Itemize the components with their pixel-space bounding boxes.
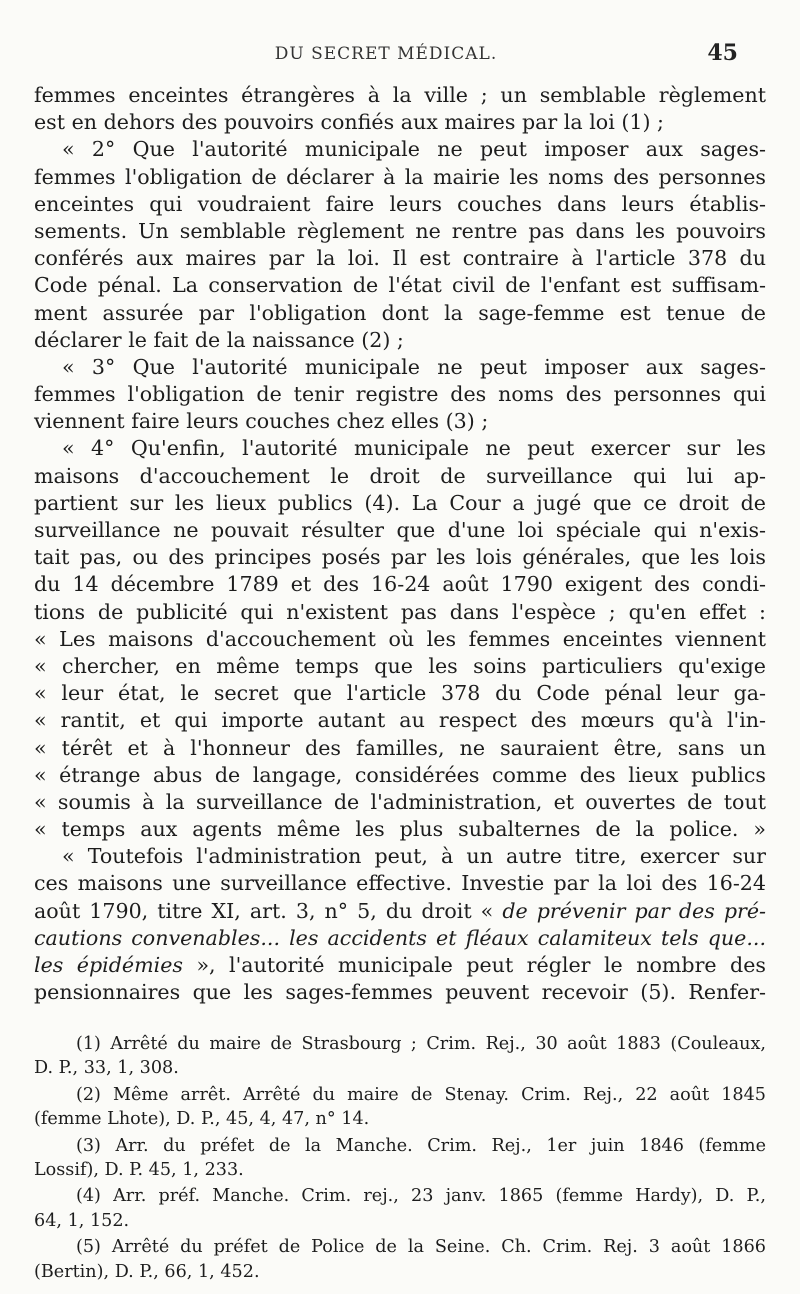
text-line: « rantit, et qui importe autant au respect des mœurs qu'à l'in- [34,708,766,733]
text-line: tait pas, ou des principes posés par les lois générales, que les lois [34,545,766,570]
text-line: « 3° Que l'autorité municipale ne peut imposer aux sages- [62,354,766,379]
page-number: 45 [707,40,738,66]
footnote-5-continued: (Bertin), D. P., 66, 1, 452. [34,1261,260,1282]
italic-quote: de prévenir par des pré- [502,898,767,923]
text-line: maisons d'accouchement le droit de surveillance qui lui ap- [34,463,766,488]
text-line: sements. Un semblable règlement ne rentre pas dans les pouvoirs [34,218,766,243]
italic-quote: les épidémies [34,953,183,977]
text-line: « étrange abus de langage, considérées comme des lieux publics [34,762,766,787]
text-line: « leur état, le secret que l'article 378 du Code pénal leur ga- [34,681,766,706]
text-line [34,952,766,979]
text-line: « chercher, en même temps que les soins particuliers qu'exige [34,653,766,678]
footnote-1: (1) Arrêté du maire de Strasbourg ; Crim. Rej., 30 août 1883 (Couleaux, [76,1034,766,1054]
text-line: « Toutefois l'administration peut, à un autre titre, exercer sur [62,844,766,869]
footnote-5: (5) Arrêté du préfet de Police de la Seine. Ch. Crim. Rej. 3 août 1866 [76,1237,766,1258]
text-line: pensionnaires que les sages-femmes peuvent recevoir (5). Renfer- [34,980,766,1005]
text-run: », l'autorité municipale peut régler le nombre des [183,953,766,977]
text-line: enceintes qui voudraient faire leurs couches dans leurs établis- [34,191,766,216]
text-line: femmes l'obligation de déclarer à la mairie les noms des personnes [34,164,766,189]
text-run: août 1790, titre XI, art. 3, n° 5, du droit « [34,898,503,923]
text-line: viennent faire leurs couches chez elles (3) ; [34,409,489,434]
footnote-1-continued: D. P., 33, 1, 308. [34,1058,179,1079]
text-line: déclarer le fait de la naissance (2) ; [34,327,404,352]
text-line: « 2° Que l'autorité municipale ne peut imposer aux sages- [62,137,766,162]
text-line: partient sur les lieux publics (4). La Cour a jugé que ce droit de [34,490,766,515]
text-line: du 14 décembre 1789 et des 16-24 août 1790 exigent des condi- [34,572,766,597]
body-text [34,82,766,1006]
footnote-2: (2) Même arrêt. Arrêté du maire de Stenay. Crim. Rej., 22 août 1845 [76,1084,766,1105]
footnote-2-continued: (femme Lhote), D. P., 45, 4, 47, n° 14. [34,1109,370,1130]
text-line: ces maisons une surveillance effective. Investie par la loi des 16-24 [34,871,766,896]
text-line: « Les maisons d'accouchement où les femmes enceintes viennent [34,626,766,651]
text-line: surveillance ne pouvait résulter que d'une loi spéciale qui n'exis- [34,518,766,542]
text-line [34,898,766,925]
page-header [34,40,738,74]
footnote-3: (3) Arr. du préfet de la Manche. Crim. Rej., 1er juin 1846 (femme [76,1135,766,1156]
footnote-4: (4) Arr. préf. Manche. Crim. rej., 23 janv. 1865 (femme Hardy), D. P., [76,1186,766,1207]
footnote-3-continued: Lossif), D. P. 45, 1, 233. [34,1159,244,1180]
text-line: « térêt et à l'honneur des familles, ne sauraient être, sans un [34,735,766,760]
footnotes [34,1032,766,1284]
text-line: tions de publicité qui n'existent pas dans l'espèce ; qu'en effet : [34,599,766,624]
text-line: conférés aux maires par la loi. Il est contraire à l'article 378 du [34,246,766,271]
text-line: « temps aux agents même les plus subalternes de la police. » [34,817,766,842]
text-line: est en dehors des pouvoirs confiés aux maires par la loi (1) ; [34,110,664,135]
text-line: « 4° Qu'enfin, l'autorité municipale ne peut exercer sur les [62,436,766,461]
footnote-4-continued: 64, 1, 152. [34,1210,130,1231]
text-line: femmes l'obligation de tenir registre des noms des personnes qui [34,382,766,407]
text-line: Code pénal. La conservation de l'état civil de l'enfant est suffisam- [34,273,766,298]
text-line: « soumis à la surveillance de l'administration, et ouvertes de tout [34,789,766,814]
text-line: femmes enceintes étrangères à la ville ; un semblable règlement [34,83,766,107]
running-title: DU SECRET MÉDICAL. [274,44,498,64]
italic-quote: cautions convenables... les accidents et fléaux calamiteux tels que... [34,925,766,950]
text-line: ment assurée par l'obligation dont la sage-femme est tenue de [34,300,766,325]
